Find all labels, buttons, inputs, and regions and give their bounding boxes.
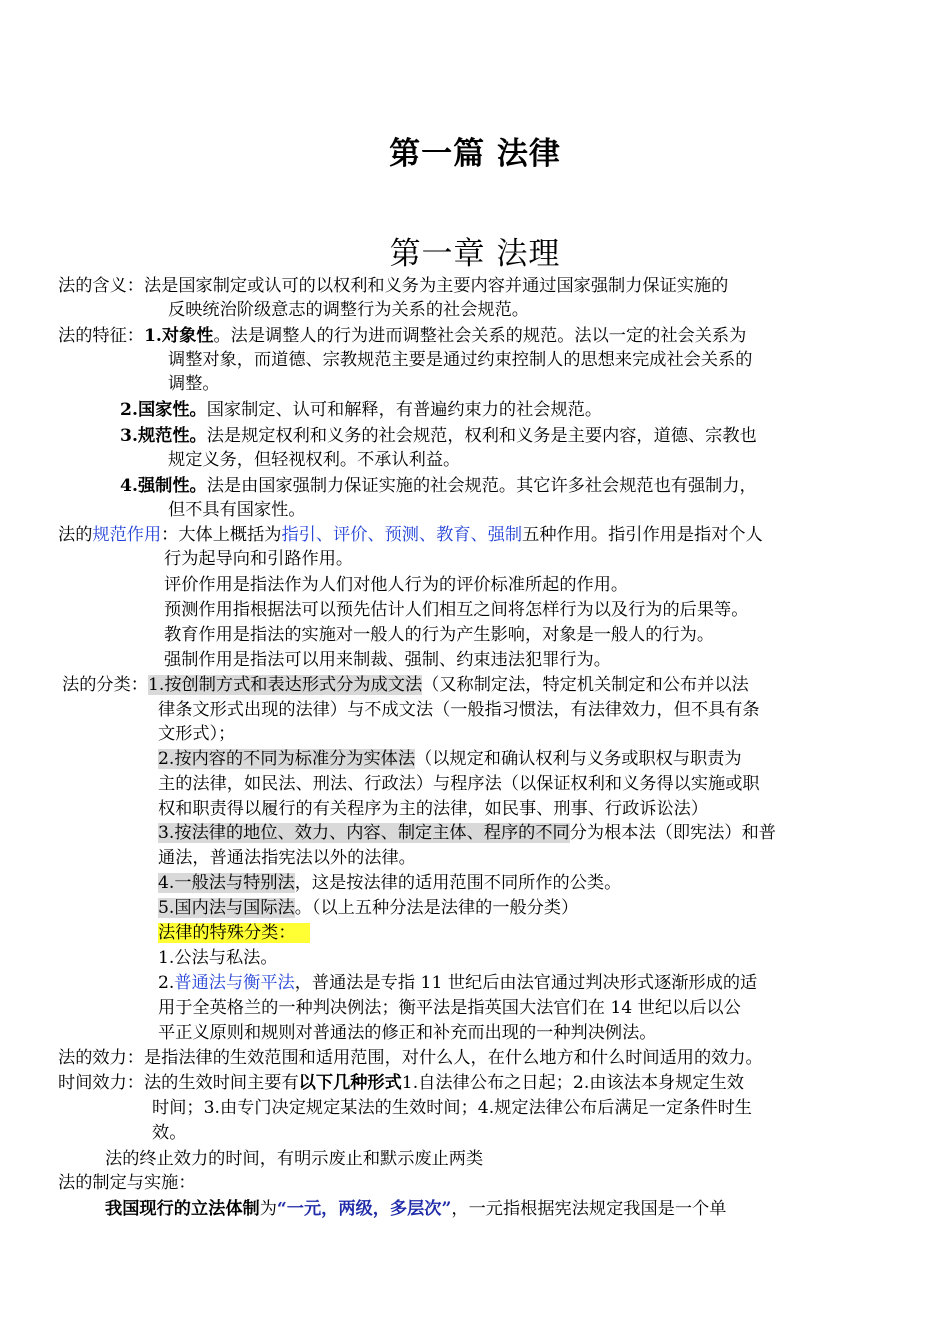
classification-5-text: 。（以上五种分法是法律的一般分类） bbox=[294, 898, 579, 918]
definition-label: 法的含义： bbox=[58, 276, 144, 296]
feature-3-text: 法是规定权利和义务的社会规范，权利和义务是主要内容，道德、宗教也 bbox=[206, 426, 757, 446]
norm-function-prefix: 法的 bbox=[58, 525, 93, 545]
feature-2-text: 国家制定、认可和解释，有普遍约束力的社会规范。 bbox=[206, 400, 603, 420]
feature-4-line-2: 但不具有国家性。 bbox=[168, 500, 306, 520]
time-effect-post: 1.自法律公布之日起；2.由该法本身规定生效 bbox=[401, 1073, 744, 1093]
definition-text: 法是国家制定或认可的以权利和义务为主要内容并通过国家强制力保证实施的 bbox=[143, 276, 729, 296]
special-classification-2-term: 普通法与衡平法 bbox=[174, 973, 295, 993]
time-effect-label: 时间效力： bbox=[58, 1073, 144, 1093]
special-classification-1: 1.公法与私法。 bbox=[158, 948, 278, 968]
feature-3-line-1 bbox=[120, 424, 757, 448]
classification-5-line bbox=[158, 896, 578, 920]
classification-2-line-3: 权和职责得以履行的有关程序为主的法律，如民事、刑事、行政诉讼法） bbox=[158, 799, 709, 819]
chapter-title: 第一章 法理 bbox=[389, 236, 561, 272]
classification-label: 法的分类： bbox=[62, 675, 148, 695]
norm-function-list: 指引、评价、预测、教育、强制 bbox=[281, 525, 523, 545]
special-classification-2-line-2: 用于全英格兰的一种判决例法；衡平法是指英国大法官们在 14 世纪以后以公 bbox=[158, 998, 741, 1018]
feature-1-text: 。法是调整人的行为进而调整社会关系的规范。法以一定的社会关系为 bbox=[213, 326, 747, 346]
part-title: 第一篇 法律 bbox=[389, 136, 561, 172]
feature-2-title: 2.国家性。 bbox=[120, 400, 207, 420]
feature-3-title: 3.规范性。 bbox=[120, 426, 207, 446]
definition-line-1 bbox=[58, 274, 728, 298]
norm-function-after: 五种作用。指引作用是指对个人 bbox=[522, 525, 763, 545]
making-quote: “一元，两级，多层次” bbox=[276, 1199, 452, 1219]
feature-1-line-2: 调整对象，而道德、宗教规范主要是通过约束控制人的思想来完成社会关系的 bbox=[168, 350, 753, 370]
norm-function-label: 规范作用 bbox=[92, 525, 162, 545]
effect-line bbox=[58, 1046, 763, 1070]
classification-2-highlight: 2.按内容的不同为标准分为实体法 bbox=[158, 749, 416, 769]
feature-1-title: 对象性 bbox=[161, 326, 214, 346]
effect-text: 是指法律的生效范围和适用范围，对什么人，在什么地方和什么时间适用的效力。 bbox=[143, 1048, 763, 1068]
special-classification-2-line-3: 平正义原则和规则对普通法的修正和补充而出现的一种判决例法。 bbox=[158, 1023, 657, 1043]
making-label: 法的制定与实施： bbox=[58, 1173, 196, 1193]
classification-4-highlight: 4.一般法与特别法 bbox=[158, 873, 295, 893]
feature-1-line-1 bbox=[58, 324, 746, 348]
classification-3-highlight: 3.按法律的地位、效力、内容、制定主体、程序的不同 bbox=[158, 823, 570, 843]
norm-function-enforce: 强制作用是指法可以用来制裁、强制、约束违法犯罪行为。 bbox=[164, 650, 611, 670]
making-line-1 bbox=[105, 1197, 726, 1221]
feature-4-line-1 bbox=[120, 474, 757, 498]
norm-function-colon: ：大体上概括为 bbox=[161, 525, 282, 545]
classification-1-text: （又称制定法，特定机关制定和公布并以法 bbox=[422, 675, 749, 695]
classification-1-line-2: 律条文形式出现的法律）与不成文法（一般指习惯法，有法律效力，但不具有条 bbox=[158, 700, 760, 720]
classification-5-highlight: 5.国内法与国际法 bbox=[158, 898, 295, 918]
classification-3-line-2: 通法，普通法指宪法以外的法律。 bbox=[158, 848, 416, 868]
special-classification-2-line-1 bbox=[158, 971, 757, 995]
classification-4-text: ，这是按法律的适用范围不同所作的公类。 bbox=[294, 873, 622, 893]
time-effect-line-2: 时间；3.由专门决定规定某法的生效时间；4.规定法律公布后满足一定条件时生 bbox=[152, 1098, 752, 1118]
classification-1-line-1 bbox=[62, 673, 749, 697]
classification-1-line-3: 文形式）； bbox=[158, 724, 236, 744]
time-effect-line-3: 效。 bbox=[152, 1123, 187, 1143]
time-effect-line-1 bbox=[58, 1071, 744, 1095]
norm-function-evaluate: 评价作用是指法作为人们对他人行为的评价标准所起的作用。 bbox=[164, 575, 629, 595]
feature-3-line-2: 规定义务，但轻视权利。不承认利益。 bbox=[168, 450, 461, 470]
making-wei: 为 bbox=[259, 1199, 277, 1219]
feature-1-line-3: 调整。 bbox=[168, 374, 220, 394]
classification-2-line-1 bbox=[158, 747, 742, 771]
feature-4-title: 4.强制性。 bbox=[120, 476, 207, 496]
classification-2-text: （以规定和确认权利与义务或职权与职责为 bbox=[415, 749, 742, 769]
special-classification-highlight: 法律的特殊分类： bbox=[158, 923, 310, 943]
special-classification-2-number: 2. bbox=[158, 973, 175, 993]
definition-line-2: 反映统治阶级意志的调整行为关系的社会规范。 bbox=[168, 300, 529, 320]
norm-function-line-1 bbox=[58, 523, 763, 547]
termination-line: 法的终止效力的时间，有明示废止和默示废止两类 bbox=[105, 1149, 484, 1169]
norm-function-line-2: 行为起导向和引路作用。 bbox=[164, 549, 354, 569]
making-bold: 我国现行的立法体制 bbox=[105, 1199, 260, 1219]
classification-4-line bbox=[158, 871, 621, 895]
classification-3-line-1 bbox=[158, 821, 776, 845]
feature-2-line bbox=[120, 398, 602, 422]
classification-3-text: 分为根本法（即宪法）和普 bbox=[569, 823, 776, 843]
classification-2-line-2: 主的法律，如民法、刑法、行政法）与程序法（以保证权利和义务得以实施或职 bbox=[158, 774, 760, 794]
classification-1-highlight: 1.按创制方式和表达形式分为成文法 bbox=[147, 675, 423, 695]
making-rest: ，一元指根据宪法规定我国是一个单 bbox=[451, 1199, 727, 1219]
feature-4-text: 法是由国家强制力保证实施的社会规范。其它许多社会规范也有强制力， bbox=[206, 476, 757, 496]
feature-1-number: 1. bbox=[143, 326, 162, 346]
time-effect-pre: 法的生效时间主要有 bbox=[143, 1073, 299, 1093]
special-classification-title bbox=[158, 921, 310, 945]
norm-function-educate: 教育作用是指法的实施对一般人的行为产生影响，对象是一般人的行为。 bbox=[164, 625, 715, 645]
special-classification-2-text: ，普通法是专指 11 世纪后由法官通过判决形式逐渐形成的适 bbox=[294, 973, 758, 993]
time-effect-bold: 以下几种形式 bbox=[298, 1073, 402, 1093]
norm-function-predict: 预测作用指根据法可以预先估计人们相互之间将怎样行为以及行为的后果等。 bbox=[164, 600, 749, 620]
effect-label: 法的效力： bbox=[58, 1048, 144, 1068]
features-label: 法的特征： bbox=[58, 326, 144, 346]
